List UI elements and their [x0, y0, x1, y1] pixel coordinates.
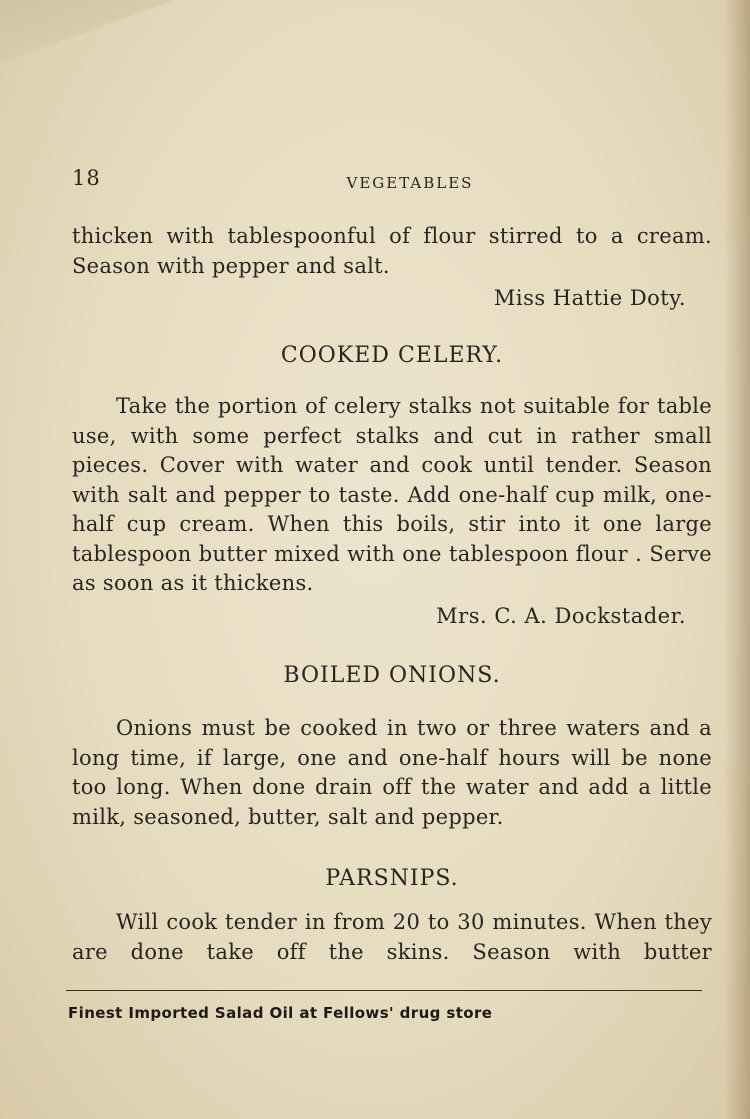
recipe-text-parsnips: Will cook tender in from 20 to 30 minutes. When they are done take off the skins. Season with butter: [72, 910, 712, 964]
recipe-title-boiled-onions: BOILED ONIONS.: [283, 663, 501, 688]
page-corner-crease: [0, 0, 210, 80]
recipe-signature-cooked-celery: Mrs. C. A. Dockstader.: [436, 604, 686, 628]
page-number: 18: [72, 166, 101, 190]
footer-rule: [66, 990, 702, 991]
section-title: VEGETABLES: [346, 174, 474, 192]
page-edge-shadow: [724, 0, 750, 1119]
continuation-signature: Miss Hattie Doty.: [493, 286, 686, 310]
running-head: [72, 166, 688, 196]
continuation-paragraph: thicken with tablespoonful of flour stirred to a cream. Season with pepper and salt.: [72, 224, 712, 278]
recipe-title-cooked-celery: COOKED CELERY.: [280, 343, 504, 368]
recipe-title-parsnips: PARSNIPS.: [325, 866, 459, 891]
recipe-text-boiled-onions: Onions must be cooked in two or three waters and a long time, if large, one and one-half hours will be none too long. When done drain off the water and add a little milk, seasoned, butter, salt and pepper.: [72, 716, 712, 829]
recipe-text-cooked-celery: Take the portion of celery stalks not suitable for table use, with some perfect stalks and cut in rather small pieces. Cover with water and cook until tender. Season with salt and pepper to taste. Add one-half cup milk, one-half cup cream. When this boils, stir into it one large tablespoon butter mixed with one tablespoon flour . Serve as soon as it thickens.: [72, 394, 712, 595]
footer-advertisement: Finest Imported Salad Oil at Fellows' drug store: [68, 1004, 493, 1022]
